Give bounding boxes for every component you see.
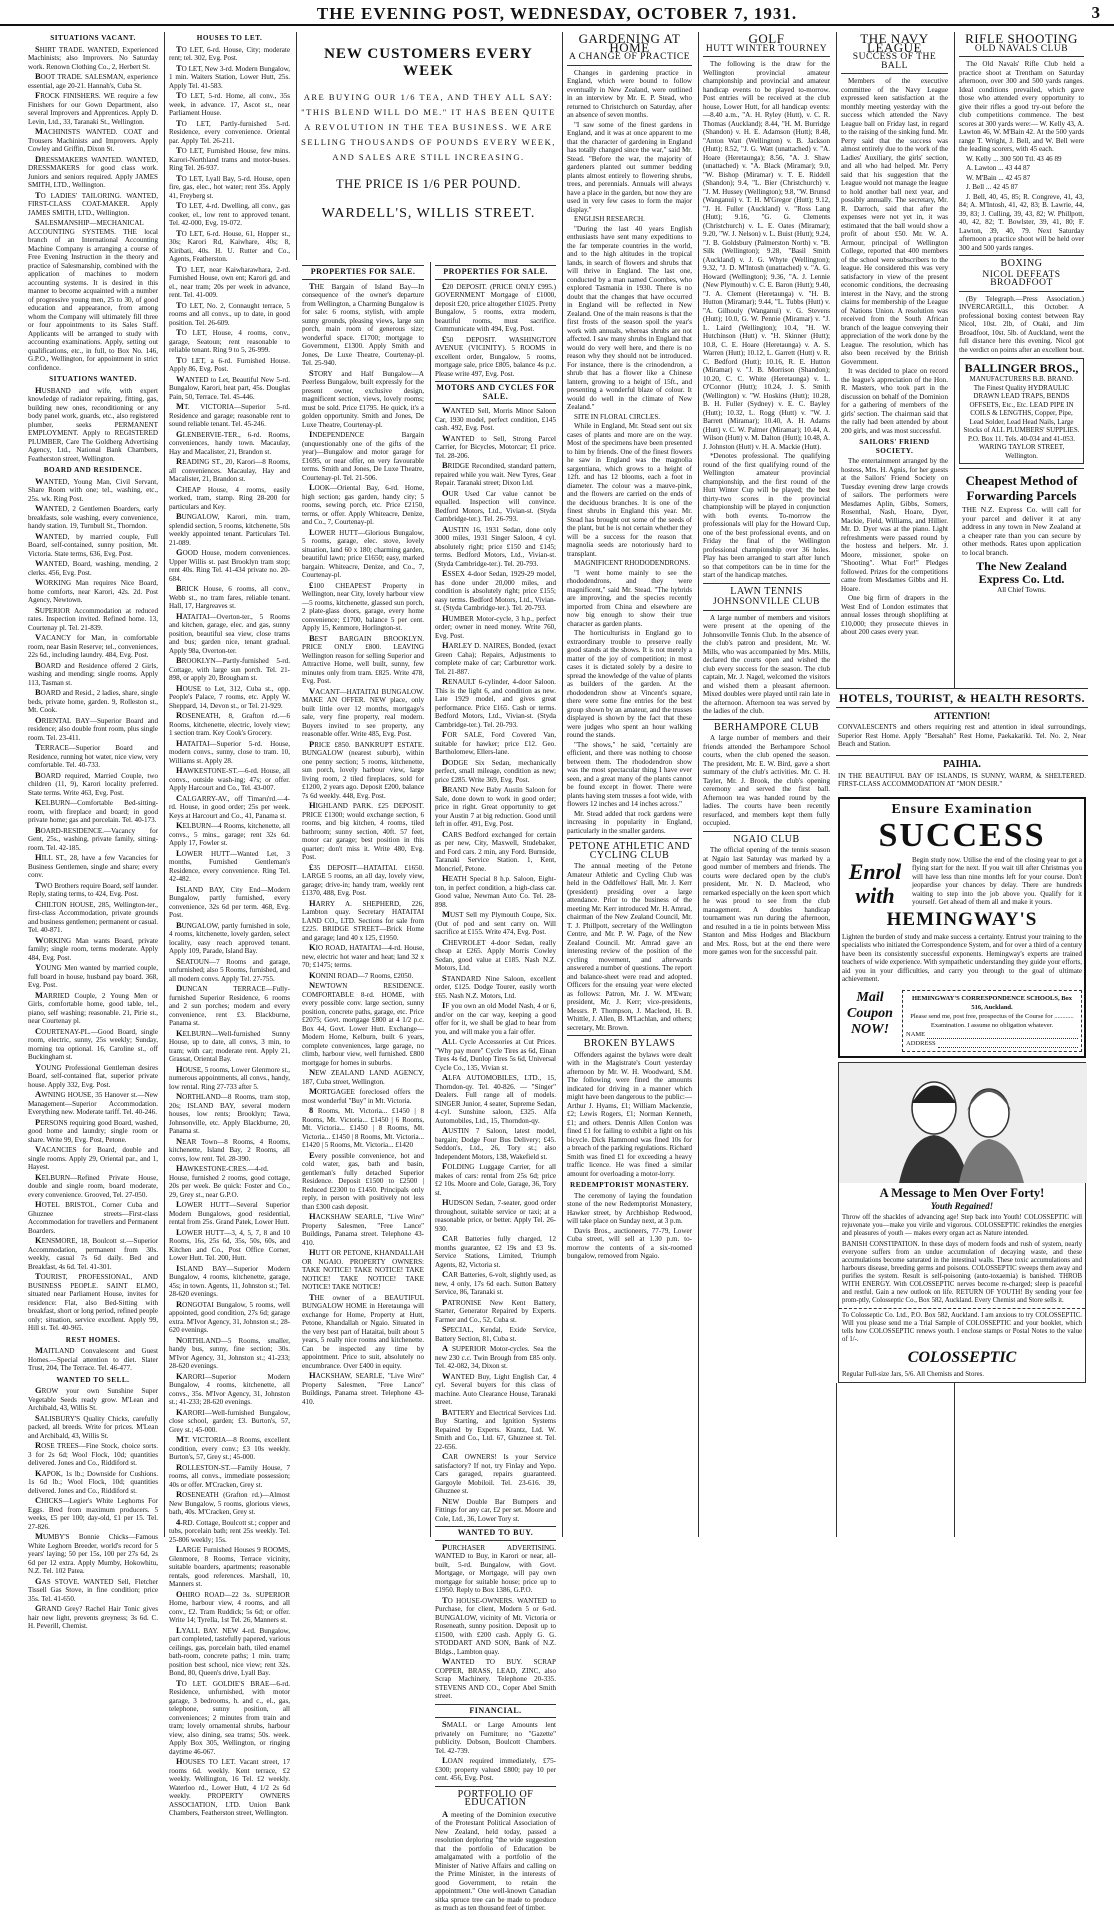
houses-to-let-list-2: [169, 1137, 290, 1757]
entry: TOURIST, PROFESSIONAL, AND BUSINESS PEOPLE. SAINT ELMO, situated near Parliament House, invites for residence: Flat, also Bed-Sitting with breakfast, short or long period, refined people only; situation, service excellent. Apply 99, Hill st. Tel. 40-965.: [28, 1271, 159, 1332]
entry: OHIRO ROAD—22 3s. SUPERIOR Home, harbour view, 4 rooms, and all conv., £2. Tram Ruddick; 5s 6d; or offer. Write 14; Tyrella, 1st Tel. 26, Manners st.: [169, 1588, 290, 1624]
entry: HARRY A. SHEPHERD, 226, Lambton quay. Secretary HATAITAI LAND CO., LTD. Sections for sale from £225. BRIDGE STREET—Brick Home and garage; land 40 x 125, £1950.: [302, 897, 424, 942]
entry: SUPERIOR Accommodation at reduced rates. Inspection invited. Refined home. 13, Courtenay pl. Tel. 21-839.: [28, 604, 158, 632]
section-heading-motors: MOTORS AND CYCLES FOR SALE.: [435, 381, 556, 404]
entry: ESSEX 4-door Sedan, 1929-29 model, has done under 20,000 miles, and condition is absolutely right; price £155; easy terms. Bedford Motors, Ltd., Vivian-st. (Styda Cambridge-ter.). Tel. 20-793.: [435, 568, 556, 612]
entry: HIGHLAND PARK. £25 DEPOSIT. PRICE £1300; would exchange section, 6 rooms, and big kitchen, 4 rooms, tiled bathroom; sunny section, 40ft. 57 feet, motor car garage; best position in this quarter; don't miss it. Write 480, Evg. Post.: [302, 800, 424, 861]
entry: £20 DEPOSIT. (PRICE ONLY £995.) GOVERNMENT Mortgage of £1000, deposit £20, price altogether £1025. Pretty Bungalow, 5 rooms, extra modern, beautiful rooms, must sacrifice. Communicate with 494, Evg. Post.: [435, 280, 556, 333]
lawn-tennis-heading: LAWN TENNIS: [703, 583, 830, 599]
entry: FOR SALE, Ford Covered Van, suitable for hawker; price £12. Geo. Bartholomew, Ellers-lane.: [435, 729, 556, 756]
sailors-heading: SAILORS' FRIEND SOCIETY.: [859, 438, 930, 455]
column-golf: [698, 32, 834, 1537]
entry: NEAR Town—8 Rooms, 4 Rooms, kitchenette, Island Bay, 2 Rooms, all convs, low rent. Tel. 28-390.: [169, 1135, 290, 1163]
entry: IF you own an old Model Nash, 4 or 6, and/or on the car way, keeping a good offer for it, we shall be glad to hear from you, and will make you a fair offer.: [435, 1000, 556, 1036]
entry: LOWER HUTT—Several Superior Modern Bungalows, good residential, rental from 25s. Grand Patek, Lower Hutt.: [169, 1199, 290, 1226]
gardening-subheading: A CHANGE OF PRACTICE: [567, 53, 692, 66]
entry: HEATH Special 8 h.p. Saloon, Eight-ton, in perfect condition, a high-class car. Good value, Newman Auto Co. Tel. 28-898.: [435, 873, 556, 909]
gardening-heading: GARDENING AT HOME: [578, 31, 681, 55]
entry: VACANT—HATAITAI BUNGALOW. MAKE AN OFFER. NEW place, only built little over 12 months, mortgage's sale, very fine property, real modern. Buyers invited to see property, any reasonable offer. Write 485, Evg. Post.: [302, 685, 424, 738]
entry: "The shows," he said, "certainly are efficient, and there was nothing to choose between them. The rhododendron show was the most spectacular thing I have ever seen, and a great many of the plants cannot be found except in flower. There were plants having stem trusses a foot wide, with flowers 12 inches and 14 inches across.": [567, 740, 692, 808]
entry: CAR Batteries, 6-volt, slightly used, as new, 4 only, 17s 6d each. Sutton Battery Service, 86, Taranaki st.: [435, 1269, 556, 1296]
entry: KELBURN—Well-furnished Sunny House, up to date, all convs, 3 min, to tram; with car; moderate rent. Apply 21, Grassat, Oriental Bay.: [169, 1027, 290, 1063]
entry: SMALL or Large Amounts lent privately on Furniture; no "Gazette" publicity. Dobson, Boulcott Chambers. Tel. 42-739.: [435, 1719, 556, 1755]
entry: THE Bargain of Island Bay—In consequence of the owner's departure from Wellington, a Charming Bungalow is for sale: 6 rooms, stylish, with ample sunny grounds, pleasing views, large sun porch, main room of generous size; wonderful space. £1700; mortgage to Government, £1300. Apply Smith and Jones, De Luxe Theatre, Courtenay-pl. Tel. 25-940.: [302, 280, 424, 367]
ngaio-heading: NGAIO CLUB: [703, 831, 830, 847]
column-gardening: [562, 32, 696, 1537]
ngaio-text: The official opening of the tennis season at Ngaio last Saturday was marked by a good number of members and friends. The courts were declared open by the club's president, Mr. N. D. Macleod, who remarked especially on the keen sport which he was proud to see from the club management. A doubles handicap tournament was run during the afternoon, and resulted in a tie in points between Miss Stanton and Miss Hodges and Blackburn and Mrs. Ross, but at the end there were more games won for the successful pair.: [703, 846, 830, 956]
hemingway-coupon-head: HEMINGWAY'S CORRESPONDENCE SCHOOLS, Box 516, Auckland.: [911, 994, 1073, 1011]
entry: LOWER HUTT—Wanted Let, 3 months, Furnished Gentleman's Residence, every convenience. Ring Tel. 42-482.: [169, 847, 290, 883]
hotels-heading: HOTELS, TOURIST, & HEALTH RESORTS.: [836, 689, 1088, 708]
colosseptic-subheadline: Youth Regained!: [930, 1200, 994, 1211]
entry: BRICK House, 6 rooms, all conv., Webb st., no tram fares, reliable tenant. Hall, 17, Hargreaves st.: [169, 583, 290, 610]
entry: KENSMORE, 18, Boulcott st.—Superior Accommodation, permanent from 30s. weekly, casual 7s 6d daily. Bed and Breakfast, 4s 6d. Tel. 41-301.: [28, 1235, 158, 1271]
entry: KARORI—Well-furnished Bungalow, close school, garden; £3. Burton's, 57, Grey st.; 45-000.: [169, 1406, 290, 1434]
entry: CARS Bedford exchanged for certain as per new, City, Maxwell, Studebaker, and Ford cars. 2 min, any Ford. Burnside, Taranaki Service Station. 1, Kent, Moncrief, Petone.: [435, 828, 556, 873]
entry: FOLDING Luggage Carrier, for all makes of cars: rental from 25s 6d; price £2 10s. Moore and Cole, Garage, 36, Tory st.: [435, 1161, 556, 1197]
hemingway-coupon: [840, 986, 1084, 1056]
situations-wanted-list: [28, 386, 158, 464]
entry: INDEPENDENCE Bargain (unquestionably one of the gifts of the year)—Bungalow and motor garage for £1695, or near offer, on very favourable terms. Smith and Jones, De Luxe Theatre, Courtenay-pl. Tel. 21-506.: [302, 429, 424, 482]
entry: SPECIAL, Kendal, Exide Service, Battery Section, 81, Cuba st.: [435, 1324, 556, 1343]
entry: WANTED Buy, Light English Car, 4 cyl. Several buyers for this class of machine. Auto Clearance House, Taranaki street.: [435, 1370, 556, 1406]
entry: KONINI ROAD—7 Rooms, £2050.: [309, 969, 414, 980]
tea-ad-headline: NEW CUSTOMERS EVERY WEEK: [324, 46, 533, 79]
entry: The horticulturists in England go to extraordinary trouble to preserve really good stands at the shows. It is not merely a matter of the joy of competition; in most cases it is dictated solely by a desire to spread the knowledge of the value of plants as builders of the garden. At the rhododendron show at Vincent's square, there were some fine entries for the best group shown by an amateur, and the trusses displayed is shown by the fact that these were judges who spent an hour walking round the stands.: [567, 629, 692, 739]
entry: TO LET, Furnished House, few mins. Karori-Northland trams and motor-buses. Ring Tel. 26-937.: [169, 145, 290, 172]
entry: KIO ROAD, HATAITAI—4-rd. House, new, electric hot water and heat; land 32 x 70; £1475; terms.: [302, 942, 424, 969]
colosseptic-illustration: [839, 1063, 1085, 1183]
entry: AUSTIN 7 Saloon, latest model, bargain; Dodge Four Bus Delivery; £45. Seddon's, Ltd., 26, Tory st.; also Independent Motors, 138, Wakefield st.: [435, 1125, 556, 1161]
entry: W. Kelly ... 300 500 Ttl. 43 46 89: [966, 154, 1062, 163]
entry: NORTHLAND—8 Rooms, tram stop, 20s; ISLAND BAY, several modern houses, low rents; Brooklyn; Tawa, Johnsonville, etc. Apply Blackburne, 20, Panama st.: [169, 1091, 290, 1135]
auction-text: Davis Bros., auctioneers, 77-79, Lower Cuba street, will sell at 1.30 p.m. to-morrow the contents of a six-roomed bungalow, removed from Ngaio.: [567, 1226, 692, 1260]
entry: HOTEL BRISTOL, Corner Cuba and Ghuznee streets—First-class Accommodation for travellers and Permanent Boarders.: [28, 1199, 158, 1235]
tea-ad-price: THE PRICE IS 1/6 PER POUND.: [335, 177, 522, 191]
entry: £100 CHEAPEST Property in Wellington, near City, lovely harbour view—5 rooms, kitchenette, glassed sun porch, 2 plate-glass doors, garage, every home convenience; £1700, balance 5 per cent. Apply 15, Kenmore, Horlington-st.: [302, 579, 424, 632]
redemptorist-text: The ceremony of laying the foundation stone of the new Redemptorist Monastery, Hawker street, by Archbishop Redwood, will take place on Sunday next, at 3 p.m.: [567, 1191, 692, 1225]
entry: J. Bell ... 42 45 87: [966, 183, 1018, 191]
entry: NORTHLAND—5 Rooms, smaller, handy bus, sunny, fine section; 30s. M'Ivor Agency, 31, Johnston st.; 41-233; 28-620 evenings.: [169, 1334, 290, 1370]
entry: NEW Double Bar Bumpers and Fittings for any car, £2 per set. Moore and Cole, Ltd., 36, Lower Tory st.: [435, 1495, 556, 1523]
entry: Every possible convenience, hot and cold water, gas, bath and basin, gentleman's fully detached Superior Residence. Deposit £1500 to £2500 | Reduced £2300 to £1450. Principals only reply, in person with positively not less than £300 cash deposit.: [302, 1149, 424, 1211]
entry: ROSE TREES—Fine Stock, choice sorts. 3 for 2s 6d; Wool Flock, 10d; quantities delivered. Jones and Co., Riddiford st.: [28, 1440, 158, 1467]
entry: TO LET, New 3-rd. Modern Bungalow, 1 min. Waiters Station, Lower Hutt, 25s. Apply Tel. 41-583.: [169, 62, 290, 90]
hemingway-body: Begin study now. Utilise the end of the closing year to get a flying start for the next. If you wait till after Christmas you will have less than nine months left for your course. Don't jeopardise your chances by delay. There are hundreds waiting to step into the job above you. Qualify for it yourself. Get ahead of them all and make it yours.: [912, 855, 1082, 906]
petone-text: The annual meeting of the Petone Amateur Athletic and Cycling Club was held in the Oddfellows' Hall, Mr. J. Kerr (president) presiding over a large attendance. Prior to the business of the meeting Mr. Kerr introduced Mr. H. Amrad, chairman of the New Zealand Council, Mr. T. J. Phillpott, secretary of the Wellington Centre, and Mr. P. W. Page, of the New Zealand Council. Mr. Amrad gave an interesting review of the position of the cycling movement, and afterwards answered a number of questions. The report and balance-sheet were read and adopted. Officers for the ensuing year were elected as follows: Patron, Mr. J. W. M'Ewan; president, Mr. J. Kerr; vice-presidents, Messrs. P. Thompson, J. Macleod, H. B. Whittle, J. Allen, B. M'Lachlan, and others; secretary, Mr. Brown.: [567, 862, 692, 1032]
column-properties: [298, 262, 428, 1537]
coupon-name-field[interactable]: [927, 1030, 1078, 1039]
hemingway-line1: Ensure Examination: [891, 801, 1033, 817]
entry: KELBURN—4 Rooms, kitchenette, all convs., 5 mins., garage; rent 32s 6d. Apply 17, Fowler st.: [169, 820, 290, 847]
houses-to-let-footer: HOUSES TO LET. Vacant street, 17 rooms 6d. weekly. Kent terrace, £2 weekly. Wellington, 16 Tel. £2 weekly. Waterloo rd., Lower Hutt, 4 1/2 2s 6d weekly. PROPERTY OWNERS ASSOCIATION, LTD. Union Bank Chambers, Featherston street, Wellington.: [169, 1756, 290, 1817]
newspaper-title: THE EVENING POST, WEDNESDAY, OCTOBER 7, 1931.: [316, 4, 798, 23]
entry: CHICKS—Legier's White Leghorns For Eggs. Bred from maximum producers. 5 weeks, £5 per 100; day-old, £1 per 15. Tel. 27-826.: [28, 1495, 158, 1531]
entry: TO LET. GOLDIE'S BRAE—6-rd. Residence, unfurnished, with motor garage, 3 bedrooms, h. and c., el., gas, telephone, sunny position, all conveniences; 2 minutes from train and tram; lovely ornamental shrubs, harbour view, also dining, sea trams; 50s. week. Apply Box 305, Wellington, or ringing daytime 46-067.: [169, 1677, 290, 1756]
entry: THE owner of a BEAUTIFUL BUNGALOW HOME in Heretaunga will exchange for Home, Property at Hutt, Petone, Khandallah or Ngaio. Situated in the very best part of Hataitai, built about 5 years, 5 really nice rooms and kitchenette. Can be inspected any time by appointment. Price to suit, absolutely no encumbrance. Over £400 in equity.: [302, 1291, 424, 1370]
entry: LOWER HUTT—3, 4, 5, 7, 8 and 10 Rooms, 16s, 25s 6d, 35s, 50s, 60s, and Kitchen and Co., Post Office Corner, Lower Hutt. Tel. 200, Hutt.: [169, 1226, 290, 1262]
coupon-address-field[interactable]: [938, 1039, 1078, 1048]
entry: HATAITAI—Superior 5-rd. House, modern convs., sunny, close to tram. 10, Williams st. Apply 28.: [169, 737, 290, 765]
entry: A SUPERIOR Motor-cycles. Sea the new 230 c.c. Twin Brough from £85 only. Tel. 42-082, 34, Dixon st.: [435, 1343, 556, 1370]
entry: CHILTON HOUSE, 285, Wellington-ter., first-class Accommodation, private grounds and business gentlemen; permanent or casual. Tel. 40-871.: [28, 898, 159, 934]
gardening-paragraphs: [567, 69, 692, 836]
entry: MAGNIFICENT RHODODENDRONS.: [574, 559, 691, 567]
entry: RONGOTAI Bungalow, 5 rooms, well appointed, good condition, 27s 6d; garage extra. M'Ivor Agency, 31, Johnston st.; 28-620 evenings.: [169, 1298, 291, 1334]
entry: While in England, Mr. Stead sent out six cases of plants and more are on the way. Most of the specimens have been presented to him by friends. One of the finest flowers he saw in England was the magnolia sargentiana, which grows to a height of 12ft. and has 12 blooms, each a foot in diameter. The colour was a mauve-pink, and the flowers are carried on the ends of the deciduous branches. It is one of the finest shrubs in England this year. Mr. Stead has brought out some of the seeds of the plant, but he is not certain whether they will be a success for the reason that magnolia seeds are notoriously hard to transplant.: [567, 422, 692, 558]
entry: GROW your own Sunshine Super Vegetable Seeds ready grow. M'Lean and Archibald, 43, Willis St.: [28, 1385, 158, 1412]
entry: MARRIED Couple, 2 Young Men or Girls, comfortable home, good table, tel., piano, self washing; reasonable. 21, Pirie st., near Courtenay pl.: [28, 989, 158, 1025]
entry: WANTED, Board, washing, mending, 2 clerks. 456, Evg. Post.: [28, 558, 158, 577]
entry: OUR Used Car value cannot be equalled. Inspection will convince. Bedford Motors, Ltd., Vivian-st. (Styda Cambridge-ter.). Tel. 26-793.: [435, 487, 556, 523]
section-heading-wanted-to-sell: WANTED TO SELL.: [56, 1375, 130, 1384]
rifle-text-2: J. Bell, 40, 45, 85; R. Congreve, 41, 43, 84; A. M'Intosh, 41, 42, 83; B. Lawrie, 44, 39, 83; J. Culling, 39, 43, 82; W. Phillpott, 40, 42, 82; T. Bowlster, 39, 41, 80; F. Lawton, 39, 40, 79. Next Saturday afternoon a practice shoot will be held over 300 and 500 yards ranges.: [959, 192, 1084, 252]
entry: BOOT TRADE. SALESMAN, experience essential, age 20-21. Hannah's, Cuba St.: [28, 71, 158, 90]
colosseptic-text-2: BANISH CONSTIPATION. In these days of modern foods and rush of system, nearly everyone suffers from an undue accumulation of decaying waste, and these accumulations become saturated in the intestinal walls. These toxic accumulations and harbours disease, breeding germs and poisons. COLOSSEPTIC sweeps them away and purifies the system. Result is self-poisoning (auto-toxaemia) is banished. THROB WITH ENERGY. With COLOSSEPTIC nerves become re-charged; sleep is peaceful and restful. Gain a new outlook on life. RETURN OF YOUTH! By sending your fee prom-ptly, Colosseptic Co., Box 582, Auckland. Every Chemist and Store sells it.: [842, 1240, 1082, 1304]
entry: ALFA AUTOMOBILES, LTD., 15, Thorndon-qy. Tel. 40-826. — "Singer" Dealers. Full range all of models. SINGER Junior, 4 seater, Supreme Sedan, 4-cyl. Sunshine saloon, £325. Alfa Automobiles, Ltd., 15, Thorndon-qy.: [435, 1072, 556, 1125]
entry: MORTGAGEE foreclosed offers the most wonderful "Buy" in Mt. Victoria.: [302, 1086, 424, 1105]
entry: AWNING HOUSE, 35 Hanover st.—New Management—Superior Accommodation. Everything new. Moderate tariff. Tel. 40-246.: [28, 1089, 158, 1116]
entry: WANTED to Sell, Strong Parcel Carrier, for Bicycles, Motorcar; £1 price. Tel. 28-206.: [435, 432, 556, 460]
redemptorist-heading: REDEMPTORIST MONASTERY.: [570, 1181, 689, 1189]
entry: 4-RD. Cottage, Boulcott st.; copper and tubs, porcelain bath; rent 25s weekly. Tel. 25-806 weekly; 15s.: [169, 1516, 290, 1544]
entry: NEWTOWN RESIDENCE. COMFORTABLE 8-rd. HOME, with every possible conv. large section, sunny position, concrete paths, garage, etc. Price £2075; Govt. mortgage £800 at 4 1/2 p.c. Box 44, Govt. Lower Hutt. Exchange—Modern Home, Kelburn, built 6 years, complete conveniences, large garage, no climb, harbour view, well furnished. £800 mortgage for homes in suburbs.: [302, 980, 424, 1067]
entry: CAR Batteries fully charged, 12 months guarantee, £2 19s and £3 9s. Service Stations, Limited, Triumph Agents, 82, Victoria st.: [435, 1233, 556, 1269]
navy-heading: THE NAVY LEAGUE: [860, 31, 929, 55]
portfolio-heading: PORTFOLIO OF EDUCATION: [435, 1786, 556, 1810]
column-situations: [28, 32, 162, 1630]
entry: BOARD-RESIDENCE.—Vacancy for Gent, 25s., washing, private family, sitting-room. Tel. 42-185.: [28, 824, 158, 852]
navy-text-2: It was decided to place on record the league's appreciation of the Hon. R. Masters, who took part in the discussion on behalf of the Dominion for a gathering of members of the girls' section. The chairman said that the rally had been attended by about 200 girls, and was most successful.: [841, 367, 948, 435]
entry: TO HOUSE-OWNERS. WANTED to Purchase, for client, Modern 5 or 6-rd. BUNGALOW, vicinity of Mt. Victoria or Roseneath, sunny position. Deposit up to £1500, with £200 cash. Apply G. G. STODDART AND SON, Bank of N.Z. Bldgs., Lambton quay.: [435, 1594, 556, 1656]
rifle-text: The Old Navals' Rifle Club held a practice shoot at Trentham on Saturday afternoon, over 300 and 500 yards ranges. Ideal conditions prevailed, which gave those who attended every opportunity to give their rifles a good try-out before the club competitions commence. The best scores at 300 yards were:— W. Kelly 43, A. Lawton 46, W. M'Bain 42. At the 500 yards range T. Wright, J. Bell, and W. Bell were the leading scorers, with 45 each.: [959, 60, 1084, 153]
entry: MT. VICTORIA—8 Rooms, excellent condition, every conv.; £3 10s weekly. Burton's, 57, Grey st.; 45-000.: [169, 1434, 290, 1461]
section-heading-houses-to-let: HOUSES TO LET.: [196, 34, 263, 42]
ballinger-text: The Finest Quality HYDRAULIC DRAWN LEAD TRAPS, BENDS OFFSETS, Etc., Etc. LEAD PIPE IN COILS & LENGTHS, Copper, Pipe, Lead Solder, Lead Head Nails, Large Stocks of ALL PLUMBERS' SUPPLIES. P.O. Box 11. Tels. 40-034 and 41-053. WARING TAYLOR STREET, Wellington.: [963, 383, 1080, 460]
section-heading-situations-vacant: SITUATIONS VACANT.: [50, 34, 136, 42]
entry: HACKSHAW SEARLE, "Live Wire" Property Salesmen, "Free Lance" Buildings, Panama street. Telephone 43-410.: [302, 1211, 424, 1247]
colosseptic-text: Throw off the shackles of advancing age! Step back into Youth! COLOSSEPTIC will rejuvenate you—make you virile and vigorous. COLOSSEPTIC rekindles the energies and pleasures of youth — makes every organ act as Nature intended.: [842, 1213, 1082, 1237]
entry: HOUSE to Let, 312, Cuba st., opp. People's Palace, 7 rooms, etc. Apply W. Sheppard, 14, Devon st., or Tel. 21-929.: [169, 682, 290, 710]
motors-list: [435, 406, 556, 1523]
situations-vacant-list: [28, 45, 158, 373]
coupon-name-label: NAME: [906, 1030, 926, 1038]
entry: MAITLAND Convalescent and Guest Homes.—Special attention to diet. Slater Trust, 204, The Terrace. Tel. 46-477.: [28, 1345, 158, 1372]
entry: TO LET, House, 4 rooms, conv., garage, Seatoun; rent reasonable to reliable tenant. Ring 9 to 5, 26-999.: [169, 327, 290, 354]
entry: £35 DEPOSIT—HATAITAI. £1650. LARGE 5 rooms, an all day, lovely view, garage; drive-in; handy tram, weekly rent £1370, 488, Evg. Post.: [302, 861, 424, 897]
entry: GAS STOVE. WANTED Sell, Fletcher Tissell Gas Stove, in fine condition; price 35s. Tel. 41-650.: [28, 1575, 158, 1603]
entry: ORIENTAL BAY—Superior Board and residence; also double front room, plus single room. Tel. 23-411.: [28, 714, 158, 742]
entry: PRICE £850. BANKRUPT ESTATE. BUNGALOW (nearest suburb), within one penny section; 5 rooms, kitchenette, sun porch, lovely harbour view, large living room, 2 tiled fireplaces, sold for £1200, 2 years ago. Deposit £200, balance 7s 6d weekly. 448, Evg. Post.: [302, 738, 424, 800]
petone-heading: PETONE ATHLETIC AND CYCLING CLUB: [567, 838, 692, 862]
entry: HUSBAND and wife, with expert knowledge of radiator repairing, fitting, gas, building new ones, reconditioning or any body panel work, guards, etc., also registered plumber, seeks PERMANENT EMPLOYMENT. Apply to REGISTERED PLUMBER, Care The Goldberg Advertising Agency, Ltd., National Bank Chambers, Featherston street, Wellington.: [28, 384, 158, 463]
entry: SALESMANSHIP—MECHANICAL ACCOUNTING SYSTEMS. THE local branch of an International Accounting Machine Company is arranging a course of Free Evening Instruction in the theory and practice of Salesmanship, combined with the application of machines to modern accounting systems. It is desired in this manner to become acquainted with a number of progressive young men, 25 to 30, of good education and appearance, from among whom the Company will ultimately fill three or four appointments to its Sales Staff. Applicants will be arranged to study with accounting examinations. Apply, setting out qualifications, etc., in full, to Box No. 146, G.P.O., Wellington, for appointment in strict confidence.: [28, 217, 158, 372]
entry: GLENBERVIE-TER., 6-rd. Rooms, conveniences, handy town. Macaulay, Hay and Macalister, 21, Brandon st.: [169, 428, 290, 456]
entry: "I went home mainly to see the rhododendrons, and they were magnificent," said Mr. Stead. "The hybrids are improving, and the species recently imported from China and elsewhere are now big enough to show their true character as garden plants.: [567, 568, 692, 628]
properties-list-2: [435, 282, 556, 379]
entry: RENAULT 6-cylinder, 4-door Saloon. This is the light 6, and condition as new. Late 1929 model, and gives great performance. Price £165. Cash or terms. Bedford Motors, Ltd., Vivian-st. (Styda Cambridge-ter.). Tel. 20-793.: [435, 676, 556, 729]
boxing-text: (By Telegraph.—Press Association.) INVERCARGILL, this October. A professional boxing contest between Ray Nicol, 10st. 2lb, of Otaki, and Jim Broadfoot, 10st. 5lb. of Auckland, went the full distance here this evening. Nicol got the verdict on points after an excellent bout.: [959, 294, 1084, 354]
entry: NEW ZEALAND LAND AGENCY, 187, Cuba street, Wellington.: [302, 1067, 424, 1086]
entry: TO LADIES' TAILORING. WANTED, FIRST-CLASS COAT-MAKER. Apply JAMES SMITH, LTD., Wellington.: [28, 189, 158, 217]
entry: HARLEY D. NAIRES, Bonded, (exact Green Caha); Repairs, Adjustments to complete make of car; Carburettor work. Tel. 21-887.: [435, 640, 556, 676]
berhampore-text: A large number of members and their friends attended the Berhampore School courts, when the club opened the season. The president, Mr. E. W. Bird, gave a short summary of the club's activities. Mr. C. H. Tayler, Mr. J. Brook, the club's opening ceremony and served the first ball. Afternoon tea was handed round by the ladies. The courts have been recently resurfaced, and members kept them fully occupied.: [703, 734, 830, 827]
entry: 8 Rooms, Mt. Victoria... £1450 | 8 Rooms, Mt. Victoria... £1450 | 6 Rooms, Mt. Victoria... £1450 | 8 Rooms, Mt. Victoria... £1450 | 8 Rooms, Mt. Victoria... £1420 | 5 Rooms, Mt. Victoria... £1420: [302, 1105, 424, 1149]
coupon-address-label: ADDRESS: [906, 1039, 936, 1047]
entry: VACANCY for Man, in comfortable room, near Basin Reserve; tel., conveniences, 22s 6d., including laundry. 484, Evg. Post.: [28, 632, 158, 659]
entry: TO LET, a 6-rd. Furnished House. Apply 86, Evg. Post.: [169, 354, 290, 373]
colosseptic-price: Regular Full-size Jars, 5/6. All Chemists and Stores.: [842, 1370, 984, 1378]
hemingway-coupon-text: Please send me, post free, prospectus of the Course for ............ Examination. I assume no obligation whatever.: [910, 1012, 1074, 1029]
entry: BATTERY and Electrical Services Ltd. Buy Starting, and Ignition Systems Repaired by Experts. Krantz, Ltd. W. Smith and Co., Ltd. 67, Ghuznee st. Tel. 22-656.: [435, 1406, 556, 1451]
section-heading-financial: FINANCIAL.: [435, 1704, 556, 1719]
entry: HUDSON Sedan, 7-seater, good order throughout, suitable service or taxi; at a reasonable price, or better. Apply Tel. 26-930.: [435, 1197, 556, 1233]
express-name: The New Zealand Express Co. Ltd.: [976, 559, 1067, 586]
ballinger-advertisement: [959, 358, 1084, 464]
entry: A. Lawton ... 43 44 87: [966, 164, 1031, 172]
entry: PATRONISE New Kent Battery, Starter, Generator Repaired by Experts. Farmer and Co., 52, Cuba st.: [435, 1296, 556, 1324]
entry: HAWKESTONE-CRES.—4-rd. House, furnished 2 rooms, good cottage, 20s per week. Be quick: Foster and Co., 29, Grey st., near G.P.O.: [169, 1163, 290, 1199]
entry: PERSONS requiring good Board, washed, good home and laundry; single room or share. Write 99, Evg. Post, Petone.: [28, 1116, 158, 1144]
colosseptic-coupon[interactable]: To Colosseptic Co. Ltd., P.O. Box 582, Auckland. I am anxious to try COLOSSEPTIC. Will you please send me a Trial Sample of COLOSSEPTIC and your booklet, which tells how COLOSSEPTIC renews youth. I enclose stamps or Postal Notes to the value of 1/-.: [839, 1308, 1085, 1347]
entry: ROSENEATH, 8, Grafton rd.—6 Rooms, kitchenette, electric, lovely view; 1 section tram. Key Cook's Grocery.: [169, 710, 290, 737]
attention-heading: ATTENTION!: [933, 711, 991, 721]
entry: GRAND Grey? Rachel Hair Tonic gives hair new light, prevents greyness; 3s 6d. C. H. Peverill, Chemist.: [28, 1603, 158, 1630]
wanted-to-buy-list: [435, 1543, 556, 1701]
entry: WANTED, by married couple, Full Board, self-contained, sunny position, Mt. Victoria. State terms, 636, Evg. Post.: [28, 530, 158, 558]
masthead: [0, 0, 1114, 26]
hemingway-line2: SUCCESS: [878, 816, 1046, 854]
entry: SHIRT TRADE. WANTED, Experienced Machinists; also Improvers. No Saturday work. Renown Clothing Co., 2, Herbert St.: [28, 43, 158, 71]
illustration-couple-icon: [839, 1063, 1087, 1183]
entry: HUMBER Motor-cycle, 3 h.p., perfect order; owner in need money. Write 760, Evg. Post.: [435, 612, 556, 640]
entry: LYALL BAY. NEW 4-rd. Bungalow, part completed, tastefully papered, various ceilings, gas, porcelain bath, tiled enamel bath-room, concrete paths; 1 min. tram; position best school, nice view; rent 32s. Bond, 80, Queen's drive, Lyall Bay.: [169, 1624, 290, 1677]
entry: ISLAND BAY—Superior Modern Bungalow, 4 rooms, kitchenette, garage, 45s; in town. Agents, 11, Johnston st.; Tel. 28-620 evenings.: [169, 1262, 290, 1298]
entry: WORKING Man requires Nice Board, home comforts, near Karori, 42s. 2d. Post Agency, Newtown.: [28, 577, 158, 604]
lower-right-advertisements: [836, 688, 1088, 1383]
boxing-heading: BOXING: [959, 255, 1084, 271]
entry: ENGLISH RESEARCH.: [574, 215, 645, 223]
entry: SEATOUN—7 Rooms and garage, unfurnished; also 5 Rooms, furnished, and all modern convs. Apply Tel. 27-755.: [169, 955, 290, 983]
entry: HILL ST., 28, have a few Vacancies for Business Gentlemen, single and share; every conv.: [28, 852, 158, 879]
entry: COURTENAY-PL.—Good Board, single room, electric, sunny, 25s weekly; Sunday, morning tea optional. 16, Caroline st., off Buckingham st.: [28, 1025, 158, 1061]
entry: SITE IN FLORAL CIRCLES.: [574, 412, 661, 421]
entry: KELBURN—Comfortable Bed-sitting-room, with fireplace and board; in good private home; gas and porcelain. Tel. 40-173.: [28, 797, 158, 824]
entry: TO LET, 6-rd. House, 61, Hopper st., 30s; Karori Rd, Kaiwhare, 40s; 8, Kiribati, 40s. H. U. Rutter and Co., Agents, Featherston.: [169, 227, 290, 263]
entry: STORY and Half Bungalow—A Peerless Bungalow, built expressly for the present owner, exclusive design, magnificent section, views, lovely rooms; must be sold. Price £1795. He quick, it's a golden opportunity. Smith and Jones, De Luxe Theatre, Courtenay-pl.: [302, 367, 424, 429]
entry: LOOK—Oriental Bay, 6-rd. Home, high section; gas garden, handy city; 5 rooms, sewing porch, etc. Price £2150, terms, or offer. Apply Whiteacre, Denize, and Co., 7, Courtenay-pl.: [302, 482, 424, 526]
tea-ad-shop: WARDELL'S, WILLIS STREET.: [321, 206, 536, 221]
wanted-to-sell-list: [28, 1386, 158, 1631]
entry: READING ST., 20, Karori—8 Rooms, all conveniences. Macaulay, Hay and Macalister, 21, Brandon st.: [169, 456, 290, 483]
entry: DODGE Six Sedan, mechanically perfect, small mileage, condition as new; price £285. Write 369, Evg. Post.: [435, 756, 556, 784]
hemingway-coupon-form[interactable]: [902, 990, 1082, 1052]
portfolio-text: A meeting of the Dominion executive of the Protestant Political Association of New Zealand, held today, passed a resolution deploring "the wide suggestion that the portfolio of Education be amalgamated with a portfolio of the Minister of Native Affairs and calling on the Prime Minister, in the interests of good Government, to retain the appointment." One well-known Canadian sitka spruce tree can be made to produce as much as ten thousand feet of timber.: [435, 1808, 556, 1912]
entry: TO LET, 4-rd. Dwelling, all conv., gas cooker, el., low rent to approved tenant. Tel. 42-000, Evg. 19-072.: [169, 200, 290, 227]
attention-text: CONVALESCENTS and others requiring rest and attention in ideal surroundings, Superior Rest Home. Apply "Bersahah" Rest Home, Paekakariki. Tel. No. 2, Near Beach and Station.: [838, 723, 1086, 748]
rifle-heading: RIFLE SHOOTING: [965, 31, 1078, 46]
entry: VACANCIES for Board, double and single rooms. Apply 29, Oriental par., and 1, Hayest.: [28, 1144, 158, 1171]
entry: ROLLESTON-ST.—Family House, 7 rooms, all convs., immediate possession; 40s or offer. M'Cracken, Grey st.: [169, 1461, 290, 1489]
entry: TO LET, No. 2, Connaught terrace, 5 rooms and all convs., up to date, in good position. Tel. 26-609.: [169, 299, 290, 327]
entry: MUST Sell my Plymouth Coupe, Six. (Out of pod and sent carry on. Will sacrifice at £155. Write 474, Evg. Post.: [435, 909, 556, 936]
bylaws-text: Offenders against the bylaws were dealt with in the Magistrate's Court yesterday afternoon by Mr. W. H. Woodward, S.M. The following were fined the amounts indicated for driving in a manner which might have been dangerous to the public:— Arthur J. Hyams, £1; William Mackenzie, £2; Lewis Rogers, £1; Norman Kenneth, £1; and others. Dennis Allen Conlon was fined £1 for failing to exhibit a light on his bicycle. Dick Hammond was fined 10s for a breach of the parking regulations. Richard Smith was fined £1 for exceeding a heavy traffic licence. He was fined a similar amount for overloading a motor-lorry.: [567, 1050, 692, 1178]
entry: "I saw some of the finest gardens in England, and it was at once apparent to me that the character of gardening in England has totally changed since the war," said Mr. Stead. "Before the war, the majority of gardeners planted out summer bedding plants almost entirely to flowering shrubs, trees, and perennials. Annuals will always have a place in the garden, but now they are used in very few cases to form the major display.": [567, 120, 692, 214]
entry: BROOKLYN—Partly-furnished 5-rd. Cottage, with large sun porch. Tel. 21-898, or apply 20, Brougham st.: [169, 655, 290, 682]
hemingway-enrol: Enrol with: [848, 858, 902, 908]
entry: CHEAP House, 4 rooms, easily worked, tram, stamp. Ring 28-200 for particulars and Key.: [169, 483, 290, 511]
entry: SALISBURY'S Quality Chicks, carefully packed, all breeds. Write for prices. M'Lean and Archibald, 43, Willis St.: [28, 1412, 158, 1440]
section-heading-properties-2: PROPERTIES FOR SALE.: [435, 265, 556, 280]
entry: BUNGALOW, partly furnished in sole, 4 rooms, kitchenette, lovely garden, select locality, easy reach approved tenant. Apply 109, Parade, Island Bay.: [169, 919, 290, 955]
financial-list: [435, 1720, 556, 1783]
entry: HOUSE, 5 rooms, Lower Glenmore st., numerous appointments, all convs., handy, low rental. Ring 27-733 after 5.: [169, 1063, 291, 1091]
section-heading-rest-homes: REST HOMES.: [65, 1335, 121, 1344]
entry: AUSTIN 16, 1931 Sedan, done only 3000 miles, 1931 Singer Saloon, 4 cyl. absolutely right; price £150 and £145; terms. Bedford Motors, Ltd., Vivian-st. (Styda Cambridge-ter.). Tel. 20-793.: [435, 523, 556, 568]
entry: MUMBY'S Bonnie Chicks—Famous White Leghorn Breeder, world's record for 5 years' laying; 50 per 15s, 100 per 27s 6d, 2s 6d per 12 extra. Apply Mumby, Hokowhitu, N.Z. Tel. 102 Patea.: [28, 1531, 158, 1575]
entry: WANTED, 2 Gentlemen Boarders, early breakfasts, sole washing, every convenience, handy station. 19, Turnbull St., Thorndon.: [28, 503, 158, 530]
entry: BUNGALOW, Karori, min. tram, splendid section, 5 rooms, kitchenette, 50s weekly appointed tenant. Particulars Tel. 21-089.: [169, 511, 290, 547]
golf-text: The following is the draw for the Wellington provincial amateur championship and provincial and amateur handicap events to be played to-morrow. Post entries will be received at the club house, Lower Hutt, for all handicap events:—8.40 a.m., "A. H. Ryley (Hutt), v. C. R. Thomas (Auckland); 8.44, "H. M. Burridge (Shandon) v. H. E. Adamson (Hutt); 8.48, "Anton Watt (Wellington) v. B. Jackson (Hutt); 8.52, "J. G. Watt (unattached) v. "A. Hoare (Heretaunga); 8.56, "A. J. Shaw (unattached) v. "A. Black (Miramar); 9.0, "W. Bishop (Miramar) v. T. E. Riddell (Shandon); 9.4, "L. Bier (Christchurch) v. "J. M. Hussey (Wellington); 9.8, "W. Brunsd (Wanganui) v. T. H. M'Gregor (Hutt); 9.12, "J. H. Fuller (Auckland) v. "Ross Lang (Hutt); 9.16, "G. G. Clements (Christchurch) v. L. E. Oates (Miramar); 9.20, "W. J. Nelson) v. L. Buist (Hutt); 9.24, "J. B. Goldsbury (Palmerston North) v. "B. Silk (Wellington); 9.28, "Basil Smith (Auckland) v. J. G. Whyte (Wellington); 9.32, "J. D. M'Intosh (unattached) v. "A. G. Howard (Wellington); 9.36, "A. J. Lennie (New Plymouth) v. C. E. Baron (Hutt); 9.40, "J. A. Clement (Heretaunga) v. "H. B. Hutton (Miramar); 9.44, "L. Tubbs (Hutt) v. "A. Gilhouly (Wanganui) v. G. Stevens (Hutt); 10.0, G. W. Pennie (Miramar) v. "J. L. Laird (Wellington); 10.4, "H. W. Hutchinson (Hutt) v. "H. Skinner (Hutt); 10.8, C. E. Hoare (Heretaunga) v. A. S. Warren (Hutt); 10.12, L. Garrett (Hutt) v. R. C. Bedford (Hutt); 10.16, R. E. Hutton (Miramar) v. "J. B. Morrison (Shandon); 10.20, C. C. White (Heretaunga) v. L. O'Connor (Hutt); 10.24, J. S. Smith (Wellington) v. "W. Hoskins (Hutt); 10.28, B. H. Fuller (Sydney) v. E. C. Bayley (Hutt); 10.32, L. Rogg (Hutt) v. "W. J. Barrett (Miramar); 10.40, A. H. Adams (Hutt) v. C. W. Palmer (Miramar); 10.44, A. Wilson (Hutt) v. M. Dalton (Hutt); 10.48, A. J. Johnston (Hutt) v. H. A. Mackie (Hutt).: [703, 60, 830, 451]
bylaws-heading: BROKEN BYLAWS: [567, 1035, 692, 1051]
entry: WORKING Man wants Board, private family; single room, terms moderate. Apply 484, Evg. Post.: [28, 934, 158, 962]
entry: CAR OWNERS! Is your Service satisfactory? If not, try Finlay and Yepo. Cars garaged, repairs guaranteed. Gargoyle Mobiloil. Tel. 23-616. 39, Ghuznee st.: [435, 1451, 556, 1495]
entry: ROSENEATH (Grafton rd.)—Almost New Bungalow, 5 rooms, glorious views, bath, 40s. M'Cracken, Grey st.: [169, 1489, 290, 1516]
ballinger-tag: MANUFACTURERS B.B. BRAND.: [969, 375, 1074, 383]
entry: W. M'Bain ... 42 45 87: [966, 173, 1031, 182]
entry: CALGARRY-AV., off Timaru'rd.—4-rd. House, in good order; 25s per week. Keys at Harcourt and Co., 41, Panama st.: [169, 792, 290, 820]
entry: WANTED, Young Man, Civil Servant, Share Room with one; tel., washing, etc., 25s. wk. Ring Post.: [28, 475, 158, 503]
rifle-scores: [959, 155, 1084, 192]
entry: DUNCAN TERRACE—Fully-furnished Superior Residence, 6 rooms and 2 sun porches; modern and every convenience, rent £3. Blackburne, Panama st.: [169, 983, 290, 1027]
colosseptic-advertisement: [838, 1062, 1086, 1383]
entry: BOARD and Residence offered 2 Girls, washing and mending; single rooms. Apply 113, Tasman st.: [28, 659, 158, 687]
entry: FROCK FINISHERS. WE require a few Finishers for our Gown Department, also several Improvers and Apprentices. Apply D. Levin, Ltd., 33, Taranaki St., Wellington.: [28, 90, 158, 126]
entry: MACHINISTS WANTED. COAT and Trousers Machinists and Improvers. Apply Cowley and Griffin, Dixon St.: [28, 126, 158, 153]
colosseptic-headline: A Message to Men Over Forty!: [879, 1185, 1045, 1200]
entry: TO LET, near Kaiwharawhara, 2-rd. Furnished House, own ent; Karori gd. and el., near tram; 20s per week in advance, rent. Tel. 41-009.: [169, 263, 290, 299]
entry: TO LET, 5-rd. Home, all conv., 35s week, in advance. 17, Ascot st., near Parliament House.: [169, 90, 290, 117]
express-sub: All Chief Towns.: [997, 586, 1046, 594]
rifle-subheading: OLD NAVALS CLUB: [959, 45, 1084, 58]
entry: ISLAND BAY, City End—Modern Bungalow, partly furnished, every convenience, 32s 6d per term. 468, Evg. Post.: [169, 883, 290, 919]
column-motors: [430, 262, 560, 1912]
berhampore-heading: BERHAMPORE CLUB: [703, 719, 830, 735]
hemingway-name: HEMINGWAY'S: [886, 908, 1038, 930]
paihia-heading: PAIHIA.: [836, 755, 1088, 770]
golf-subheading: HUTT WINTER TOURNEY: [703, 45, 830, 58]
column-houses-to-let: [164, 32, 294, 1817]
entry: Mr. Stead added that rock gardens were increasing in popularity in England, particularly in the smaller gardens.: [567, 809, 692, 835]
entry: LOAN required immediately, £75-£300; property valued £800; pay 10 per cent. 456, Evg. Post.: [435, 1755, 556, 1782]
hemingway-advertisement: [838, 797, 1086, 1058]
entry: KELBURN—Refined Private House, double and single room, board moderate, every convenience. Grooved, Tel. 27-050.: [28, 1171, 158, 1199]
properties-list: [302, 282, 424, 1407]
express-heading: Cheapest Method of Forwarding Parcels: [965, 473, 1078, 503]
hemingway-coupon-title: Mail Coupon NOW!: [847, 989, 893, 1037]
entry: BOARD required, Married Couple, two children (11, 9), Karori locality preferred. State terms. Write 463, Evg. Post.: [28, 769, 158, 797]
entry: LARGE Furnished Houses 9 ROOMS, Glenmore, 8 Rooms, Terrace vicinity, suitable boarders, apartments; reasonable rentals, good references. Marshall, 10, Manners st.: [169, 1544, 290, 1588]
paihia-text: IN THE BEAUTIFUL BAY OF ISLANDS, IS SUNNY, WARM, & SHELTERED. FIRST-CLASS ACCOMMODATION AT "MON DESIR.": [838, 771, 1086, 788]
johnsonville-text: A large number of members and visitors were present at the opening of the Johnsonville Tennis Club. In the absence of the club's patron and president, Mr. W. Mills, who was accompanied by Mrs. Mills, declared the courts open and wished the club every success for the season. The club captain, Mr. J. Nagel, welcomed the visitors and wished them a pleasant afternoon. Mixed doubles were played until rain late in the afternoon. Afternoon tea was served by the ladies of the club.: [703, 613, 830, 715]
colosseptic-brand: COLOSSEPTIC: [907, 1348, 1017, 1366]
boxing-subheading: NICOL DEFEATS BROADFOOT: [959, 271, 1084, 292]
entry: BOARD and Resid., 2 ladies, share, single beds, private home, garden. 9, Rolleston st., Mt. Cook.: [28, 687, 158, 714]
entry: BEST BARGAIN BROOKLYN. PRICE ONLY £800. LEAVING Wellington reason for selling Superior and Attractive Home, well built, sunny, few minutes only from tram. £825. Write 478, Evg. Post.: [302, 632, 424, 685]
entry: Changes in gardening practice in England, which were bound to follow eventually in New Zealand, were outlined in an interview by Mr. E. P. Stead, who returned to Christchurch on Saturday, after an absence of seven months.: [567, 68, 692, 119]
entry: £50 DEPOSIT. WASHINGTON AVENUE (VICINITY). 5 ROOMS in excellent order, Bungalow, 5 rooms, mortgage sale, price £805, balance 4s p.c. Please write 497, Evg. Post.: [435, 333, 556, 378]
entry: CHEVROLET 4-door Sedan, really cheap at £265. Apply Morris Cowley Sedan, good value at £185. Nash N.Z. Motors, Ltd.: [435, 936, 556, 972]
entry: BRIDGE Recondited, standard pattern, repaired while you wait. New Tyres, Gear Repair. Taranaki street; Dixon Ltd.: [435, 460, 556, 487]
entry: WANTED to Let, Beautiful New 5-rd. Bungalow, Karori, heat part, 45s. Douglas Pain, 50, Terrace. Tel. 45-446.: [169, 373, 290, 401]
entry: HUTT OR PETONE, KHANDALLAH OR NGAIO. PROPERTY OWNERS: TAKE NOTICE! TAKE NOTICE! TAKE NOTICE! TAKE NOTICE! TAKE NOTICE! TAKE NOTICE!: [302, 1247, 424, 1291]
express-text: THE N.Z. Express Co. will call for your parcel and deliver it at any address in any town in New Zealand at a cheaper rate than you can secure by other methods. Rates upon application to local branch.: [962, 505, 1081, 557]
section-heading-properties: PROPERTIES FOR SALE.: [302, 265, 424, 280]
entry: WANTED TO BUY. SCRAP COPPER, BRASS, LEAD, ZINC, also Scrap Machinery. Telephone 20-335. STEVENS AND CO., Coper Abel Smith street.: [435, 1656, 556, 1700]
section-heading-board-residence: BOARD AND RESIDENCE.: [43, 466, 143, 474]
entry: TERRACE—Superior Board and Residence, running hot water, nice view, very comfortable. Tel. 40-733.: [28, 742, 158, 769]
entry: YOUNG Professional Gentleman desires Board, self-contained flat, superior private house. Apply 332, Evg. Post.: [28, 1061, 158, 1089]
sailors-text: The entertainment arranged by the hostess, Mrs. H. Agnis, for her guests at the Sailors' Friend Society on Tuesday evening drew large crowds of sailors. The performers were Mesdames Aplin, Gibbs, Somers, Rosenthal, Nash, Hoare, Dyer, Mackie, Field, Williams, and Hillier. Mr. D. Dyer was at the piano. Light refreshments were passed round by the hostess and helpers. Mr. J. Moore, missioner, spoke on "Shooting". What For!" Pledges followed. Prizes for the competitions came from Mesdames Gibbs and H. Hoare.: [841, 457, 948, 593]
golf-text-2: *Denotes professional. The qualifying round of the first qualifying round of the Wellington amateur provincial championship, and the first round of the Hutt Winter Cup will be played; the best thirty-two scores in the provincial championship will be played in conjunction with both events. To-morrow the professionals will play for the Howard Cup, one of the best professional events, and on Friday the final of the Wellington professional championship over 36 holes. Play has been arranged to start after lunch so that competitors can be in time for the start of the handicap matches.: [703, 452, 830, 579]
rest-homes-list: [28, 1346, 158, 1373]
entry: HATAITAI—Overton-ter., 5 Rooms and kitchen, garage, elec. and gas, sunny position, beautiful sea view, close trams and bus; garden nice, tenant gradual. Apply 98a, Overton-ter.: [169, 610, 290, 655]
entry: PURCHASER ADVERTISING. WANTED to Buy, in Karori or near, all-built, 5-rd. Bungalow, with Govt. Mortgage, or Mortgage, will pay own mortgage for suitable house; price up to £1950. Reply to Box 1386, G.P.O.: [435, 1541, 556, 1594]
tea-ad-body: ARE BUYING OUR 1/6 TEA, AND THEY ALL SAY: "THIS BLEND WILL DO ME." IT HAS BEEN QUITE A REVOLUTION IN THE TEA BUSINESS. WE ARE SELLING THOUSANDS OF POUNDS EVERY WEEK, AND SALES ARE STILL INCREASING.: [301, 92, 556, 162]
houses-to-let-list: [169, 45, 290, 1136]
entry: YOUNG Men wanted by married couple, full board in house, husband pay board. 368, Evg. Post.: [28, 962, 158, 989]
entry: TO LET, Lyall Bay, 5-rd. House, open fire, gas, elec., hot water; rent 35s. Apply 41, Freyberg st.: [169, 172, 290, 200]
express-advertisement: [959, 468, 1084, 595]
entry: STANDARD Nine Saloon, excellent order, £125. Dodge Tourer, easily worth £65. Nash N.Z. Motors, Ltd.: [435, 972, 556, 1000]
navy-subheading: SUCCESS OF THE BALL: [841, 53, 948, 74]
page-number: 3: [1091, 3, 1100, 22]
drapers-text: One big firm of drapers in the West End of London estimates that annual losses through shoplifting at £10,000; they prosecute thieves in about 200 cases every year.: [841, 594, 948, 636]
entry: GOOD House, modern conveniences. Upper Willis st. past Brooklyn tram stop; rent 40s. Ring Tel. 41-434 private no. 20-684.: [169, 547, 290, 583]
board-residence-list: [28, 477, 158, 1333]
tea-advertisement: [296, 32, 560, 260]
section-heading-situations-wanted: SITUATIONS WANTED.: [49, 375, 137, 383]
entry: TWO Brothers require Board, self launder. Reply, stating terms, to 424, Evg. Post.: [28, 879, 158, 898]
section-heading-wanted-to-buy: WANTED TO BUY.: [435, 1526, 556, 1541]
entry: TO LET, 6-rd. House, City; moderate rent; tel. 302, Evg. Post.: [169, 43, 290, 62]
entry: LOWER HUTT—Glorious Bungalow, 5 rooms, garage, elec. stove, lovely situation, land 60 x 180; charming garden, beautiful lawn; price £1650; easy, marked bargain. Whiteacre, Denize, and Co., 7, Courtenay-pl.: [302, 526, 424, 579]
entry: WANTED Sell, Morris Minor Saloon Car, 1930 model, perfect condition, £145 cash. 492, Evg. Post.: [435, 405, 556, 432]
entry: TO LET, Partly-furnished 5-rd. Residence, every convenience. Oriental par. Apply Tel. 26-211.: [169, 117, 290, 145]
entry: BRAND New Baby Austin Saloon for Sale, done down to work in good order; price in right. Great opportunity to get your Austin 7 at big reduction. Good until left in offer. 491, Evg. Post.: [435, 784, 556, 828]
ballinger-name: BALLINGER BROS.,: [964, 361, 1079, 375]
entry: DRESSMAKERS WANTED. WANTED, DRESSMAKERS for good class work. Juniors and seniors required. Apply JAMES SMITH, LTD., Wellington.: [28, 153, 158, 189]
entry: MT. VICTORIA—Superior 5-rd. Residence and garage; reasonable rent to sound reliable tenant. Tel. 45-246.: [169, 401, 290, 428]
entry: "During the last 40 years English enthusiasts have sent many expeditions to the far temperate countries in the world, and to the high altitudes in the tropical lands, in search of flowers and shrubs that will thrive in England. The last one, conducted by a man named Coombes, who explored Tasmania in 1930. There is no doubt that the changes that have occurred in England will be reflected in New Zealand. One of the main reasons is that the first frosts of the season spoil the year's work with annuals, whereas shrubs are not affected. I saw many shrubs in England that would do very well here, and there is no reason why they should not be introduced. For instance, there is the crinodendron, a shrub that has a flower like a Chinese lantern, growing to a height of 15ft., and presenting a wonderful blaze of colour. It would do well in the climate of New Zealand.": [567, 224, 692, 411]
entry: KAPOK, 1s lb.; Downside for Cushions. 1s 6d lb.; Wool Flock, 10d; quantities delivered. Jones and Co., Riddiford st.: [28, 1467, 158, 1495]
golf-heading: GOLF: [748, 31, 785, 46]
johnsonville-heading: JOHNSONVILLE CLUB: [703, 598, 830, 611]
entry: HAWKESTONE-ST.—6-rd. House, all convs., outside wash-ing; 47s; or offer. Apply Harcourt and Co., Tel. 43-007.: [169, 765, 290, 792]
entry: KARORI—Superior Modern Bungalow, 4 rooms, kitchenette, all convs., 35s. M'Ivor Agency, 31, Johnston st.; 41-233; 28-620 evenings.: [169, 1370, 290, 1406]
navy-text: Members of the executive committee of the Navy League expressed keen satisfaction at the monthly meeting yesterday with the success which attended the Navy League ball on Friday last, in regard to the raising of the sinking fund. Mr. Perry said that the success was almost entirely due to the work of the Ladies' Auxiliary, the girls' section, and all who had helped. Mr. Perry said that his suggestion that the League would not manage the league to hold another ball next year, and possibly annually. The secretary, Mr. R. Darroch, said that after the expenses were not yet in, it was estimated that the ball would show a profit of about £50. Mr. W. A. Armour, principal of Wellington College, reported that 400 members of the school were subscribers to the league. He considered this was very satisfactory in view of the present economic conditions, the decreasing interest in the Navy, and the strong claims for membership of the League of Nations Union. A resolution was received from the South African branch of the league conveying their appreciation of the work done by the League. The resolution, which has also been received by the British Government.: [841, 77, 948, 366]
hemingway-body-2: Lighten the burden of study and make success a certainty. Entrust your training to the specialists who initiated the Correspondence System, and for over a third of a century have been its consistently successful exponents. Hemingway's experts are trained teachers of wide experience. With sympathetic understanding they guide your efforts, aid you in your difficulties, and carry you through to the goal of ultimate achievement.: [842, 932, 1082, 983]
entry: ALL Cycle Accessories at Cut Prices. "Why pay more" Cycle Tires as 6d, Einan Tires 4s 6d, Dunlop Tires 5s 6d, Universal Cycle Co., 135, Vivian st.: [435, 1036, 556, 1072]
entry: HACKSHAW, SEARLE, "Live Wire" Property Salesmen, "Free Lance" Buildings, Panama street. Telephone 43-410.: [302, 1370, 424, 1406]
